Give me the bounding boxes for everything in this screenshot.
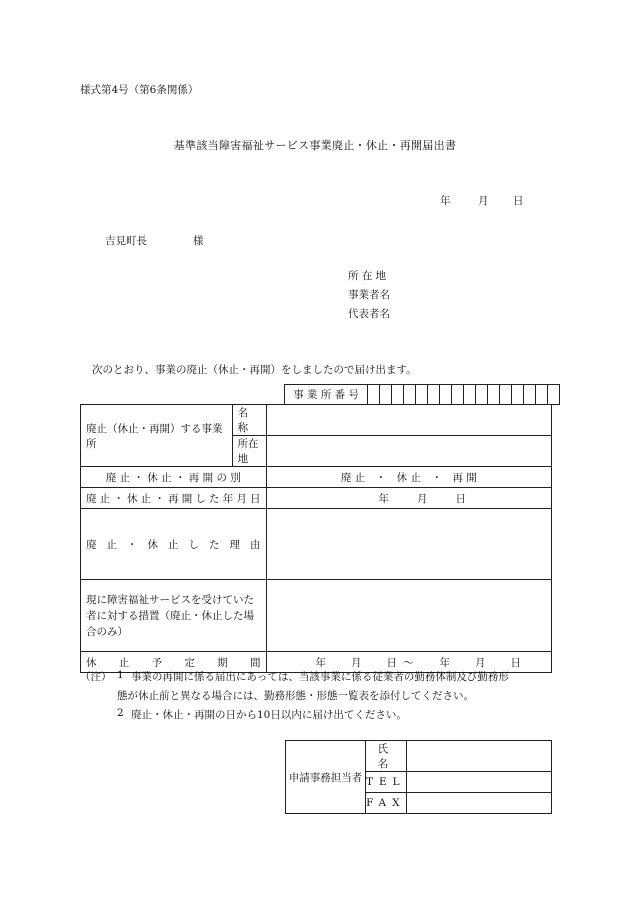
contact-name-field[interactable] bbox=[406, 741, 551, 772]
facility-name-label: 名 称 bbox=[232, 405, 266, 436]
applicant-address-label: 所 在 地 bbox=[348, 270, 387, 282]
period-label: 休 止 予 定 期 間 bbox=[81, 652, 267, 673]
reason-label: 廃 止 ・ 休 止 し た 理 由 bbox=[81, 509, 267, 580]
facility-number-digit-12[interactable] bbox=[500, 385, 512, 405]
contact-name-label: 氏 名 bbox=[366, 741, 407, 772]
date-value-day: 日 bbox=[455, 492, 467, 505]
contact-header: 申請事務担当者 bbox=[286, 741, 366, 814]
facility-number-table bbox=[284, 384, 560, 405]
contact-fax-field[interactable] bbox=[406, 793, 551, 814]
facility-number-digit-8[interactable] bbox=[452, 385, 464, 405]
contact-tel-label: TEL bbox=[366, 772, 407, 793]
facility-number-digit-6[interactable] bbox=[428, 385, 440, 405]
period-tilde: ～ bbox=[403, 656, 414, 669]
addressee bbox=[105, 233, 204, 248]
period-to-month: 月 bbox=[475, 656, 486, 669]
period-to-year: 年 bbox=[439, 656, 451, 669]
facility-header-cell bbox=[81, 405, 233, 467]
addressee-name: 吉見町長 bbox=[105, 235, 147, 247]
applicant-business-name-label: 事業者名 bbox=[348, 289, 390, 301]
contact-table bbox=[285, 740, 552, 814]
measures-label: 現に障害福祉サービスを受けていた者に対する措置（廃止・休止した場合のみ） bbox=[81, 580, 267, 652]
date-label: 廃止・休止・再開した年月日 bbox=[81, 488, 267, 509]
reason-field[interactable] bbox=[266, 509, 551, 580]
facility-number-digit-13[interactable] bbox=[512, 385, 524, 405]
applicant-representative-label: 代表者名 bbox=[348, 308, 390, 320]
facility-number-digit-2[interactable] bbox=[380, 385, 392, 405]
note-1-line-1: 事業の再開に係る届出にあっては、当該事業に係る従業者の勤務体制及び勤務形 bbox=[131, 671, 509, 683]
note-1-line-2: 態が休止前と異なる場合には、勤務形態・形態一覧表を添付してください。 bbox=[117, 690, 474, 702]
form-number: 様式第4号（第6条関係） bbox=[80, 84, 199, 96]
date-day-label: 日 bbox=[513, 195, 524, 207]
contact-fax-label: FAX bbox=[366, 793, 407, 814]
facility-number-digit-7[interactable] bbox=[440, 385, 452, 405]
period-to-day: 日 bbox=[510, 656, 522, 669]
facility-number-digit-14[interactable] bbox=[524, 385, 536, 405]
facility-number-digit-15[interactable] bbox=[536, 385, 548, 405]
intro-text: 次のとおり、事業の廃止（休止・再開）をしましたので届け出ます。 bbox=[92, 364, 417, 376]
date-value-month: 月 bbox=[417, 492, 428, 505]
facility-name-field[interactable] bbox=[266, 405, 551, 436]
category-options[interactable]: 廃 止 ・ 休 止 ・ 再 開 bbox=[266, 467, 551, 488]
period-from-month: 月 bbox=[351, 656, 362, 669]
category-label: 廃 止 ・ 休 止 ・ 再 開 の 別 bbox=[81, 467, 267, 488]
document-title: 基準該当障害福祉サービス事業廃止・休止・再開届出書 bbox=[173, 139, 457, 152]
period-from-day: 日 bbox=[386, 656, 398, 669]
facility-header-text: 廃止（休止・再開）する事業所 bbox=[86, 422, 223, 450]
note-1-number: 1 bbox=[117, 669, 124, 681]
date-year-label: 年 bbox=[440, 195, 451, 207]
facility-address-field[interactable] bbox=[266, 436, 551, 467]
facility-number-digit-3[interactable] bbox=[392, 385, 404, 405]
facility-number-digit-10[interactable] bbox=[476, 385, 488, 405]
facility-address-label: 所在地 bbox=[232, 436, 266, 467]
contact-tel-field[interactable] bbox=[406, 772, 551, 793]
note-2-number: 2 bbox=[117, 707, 124, 719]
facility-number-label: 事 業 所 番 号 bbox=[285, 385, 368, 405]
facility-number-digit-1[interactable] bbox=[368, 385, 380, 405]
measures-field[interactable] bbox=[266, 580, 551, 652]
addressee-honorific: 様 bbox=[193, 235, 204, 247]
date-value-field[interactable] bbox=[266, 488, 551, 509]
facility-number-digit-4[interactable] bbox=[404, 385, 416, 405]
date-value-year: 年 bbox=[378, 492, 390, 505]
period-from-year: 年 bbox=[315, 656, 327, 669]
date-month-label: 月 bbox=[478, 195, 489, 207]
notification-table bbox=[80, 404, 552, 673]
facility-number-digit-16[interactable] bbox=[548, 385, 560, 405]
facility-number-digit-5[interactable] bbox=[416, 385, 428, 405]
note-2-text: 廃止・休止・再開の日から10日以内に届け出てください。 bbox=[131, 709, 407, 721]
facility-number-digit-9[interactable] bbox=[464, 385, 476, 405]
facility-number-digit-11[interactable] bbox=[488, 385, 500, 405]
notes-prefix: （注） bbox=[80, 671, 112, 683]
